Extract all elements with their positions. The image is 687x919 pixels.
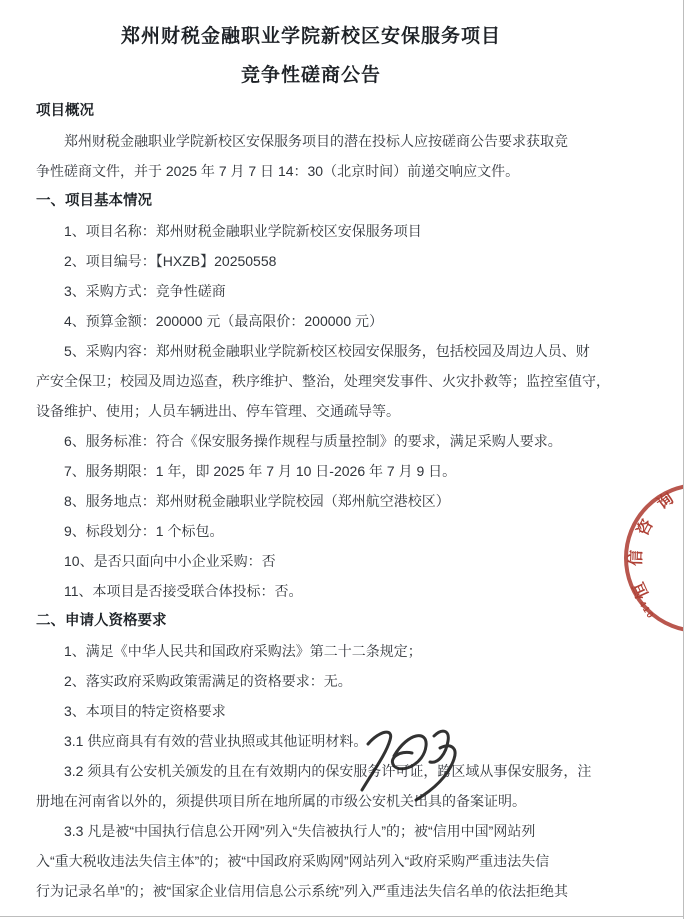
service-location-line: 8、服务地点：郑州财税金融职业学院校园（郑州航空港校区） — [64, 493, 450, 509]
red-seal-body — [624, 483, 683, 633]
service-standard-line: 6、服务标准：符合《保安服务操作规程与质量控制》的要求，满足采购人要求。 — [64, 433, 562, 449]
section2-heading: 二、申请人资格要求 — [36, 613, 167, 629]
seal-char: 询 — [654, 489, 678, 514]
budget-line: 4、预算金额：200000 元（最高限价：200000 元） — [64, 313, 383, 329]
overview-line: 争性磋商文件，并于 2025 年 7 月 7 日 14：30（北京时间）前递交响应文件。 — [36, 163, 520, 179]
qualification-line: 入“重大税收违法失信主体”的；被“中国政府采购网”网站列入“政府采购严重违法失信 — [36, 853, 550, 869]
overview-heading: 项目概况 — [36, 103, 94, 119]
seal-digits: 410 — [637, 599, 657, 621]
page-right-edge — [683, 0, 684, 919]
seal-char: 恒 — [630, 579, 653, 601]
service-period-line: 7、服务期限：1 年，即 2025 年 7 月 10 日-2026 年 7 月 9 日。 — [64, 463, 457, 479]
seal-char: 信 — [627, 549, 646, 567]
qualification-line: 册地在河南省以外的，须提供项目所在地所属的市级公安机关出具的备案证明。 — [36, 793, 526, 809]
consortium-line: 11、本项目是否接受联合体投标：否。 — [64, 583, 303, 599]
section1-heading: 一、项目基本情况 — [36, 193, 152, 209]
page-subtitle: 竞争性磋商公告 — [240, 65, 381, 86]
lot-division-line: 9、标段划分：1 个标包。 — [64, 523, 224, 539]
project-number-line: 2、项目编号：【HXZB】20250558 — [64, 253, 277, 269]
qualification-line: 行为记录名单”的；被“国家企业信用信息公示系统”列入严重违法失信名单的依法拒绝其 — [36, 883, 568, 899]
qualification-line: 3.2 须具有公安机关颁发的且在有效期内的保安服务许可证，跨区域从事保安服务，注 — [64, 763, 592, 779]
procurement-content-line: 5、采购内容：郑州财税金融职业学院新校区校园安保服务，包括校园及周边人员、财 — [64, 343, 590, 359]
procurement-content-line: 产安全保卫；校园及周边巡查，秩序维护、整治，处理突发事件、火灾扑救等；监控室值守， — [36, 373, 610, 389]
qualification-line: 3.1 供应商具有有效的营业执照或其他证明材料。 — [64, 733, 368, 749]
document-content — [36, 0, 610, 906]
seal-char: 咨 — [634, 516, 657, 539]
page-title: 郑州财税金融职业学院新校区安保服务项目 — [120, 26, 501, 47]
procurement-method-line: 3、采购方式：竞争性磋商 — [64, 283, 226, 299]
qualification-line: 2、落实政府采购政策需满足的资格要求：无。 — [64, 673, 352, 689]
qualification-line: 3.3 凡是被“中国执行信息公开网”列入“失信被执行人”的；被“信用中国”网站列 — [64, 823, 536, 839]
procurement-content-line: 设备维护、使用；人员车辆进出、停车管理、交通疏导等。 — [36, 403, 400, 419]
sme-only-line: 10、是否只面向中小企业采购：否 — [64, 553, 276, 569]
page-bottom-edge — [0, 916, 684, 917]
qualification-line: 3、本项目的特定资格要求 — [64, 703, 226, 719]
overview-line: 郑州财税金融职业学院新校区安保服务项目的潜在投标人应按磋商公告要求获取竞 — [64, 133, 568, 149]
project-name-line: 1、项目名称：郑州财税金融职业学院新校区安保服务项目 — [64, 223, 422, 239]
qualification-line: 1、满足《中华人民共和国政府采购法》第二十二条规定； — [64, 643, 422, 659]
document-body — [36, 96, 610, 906]
red-seal — [610, 470, 683, 655]
